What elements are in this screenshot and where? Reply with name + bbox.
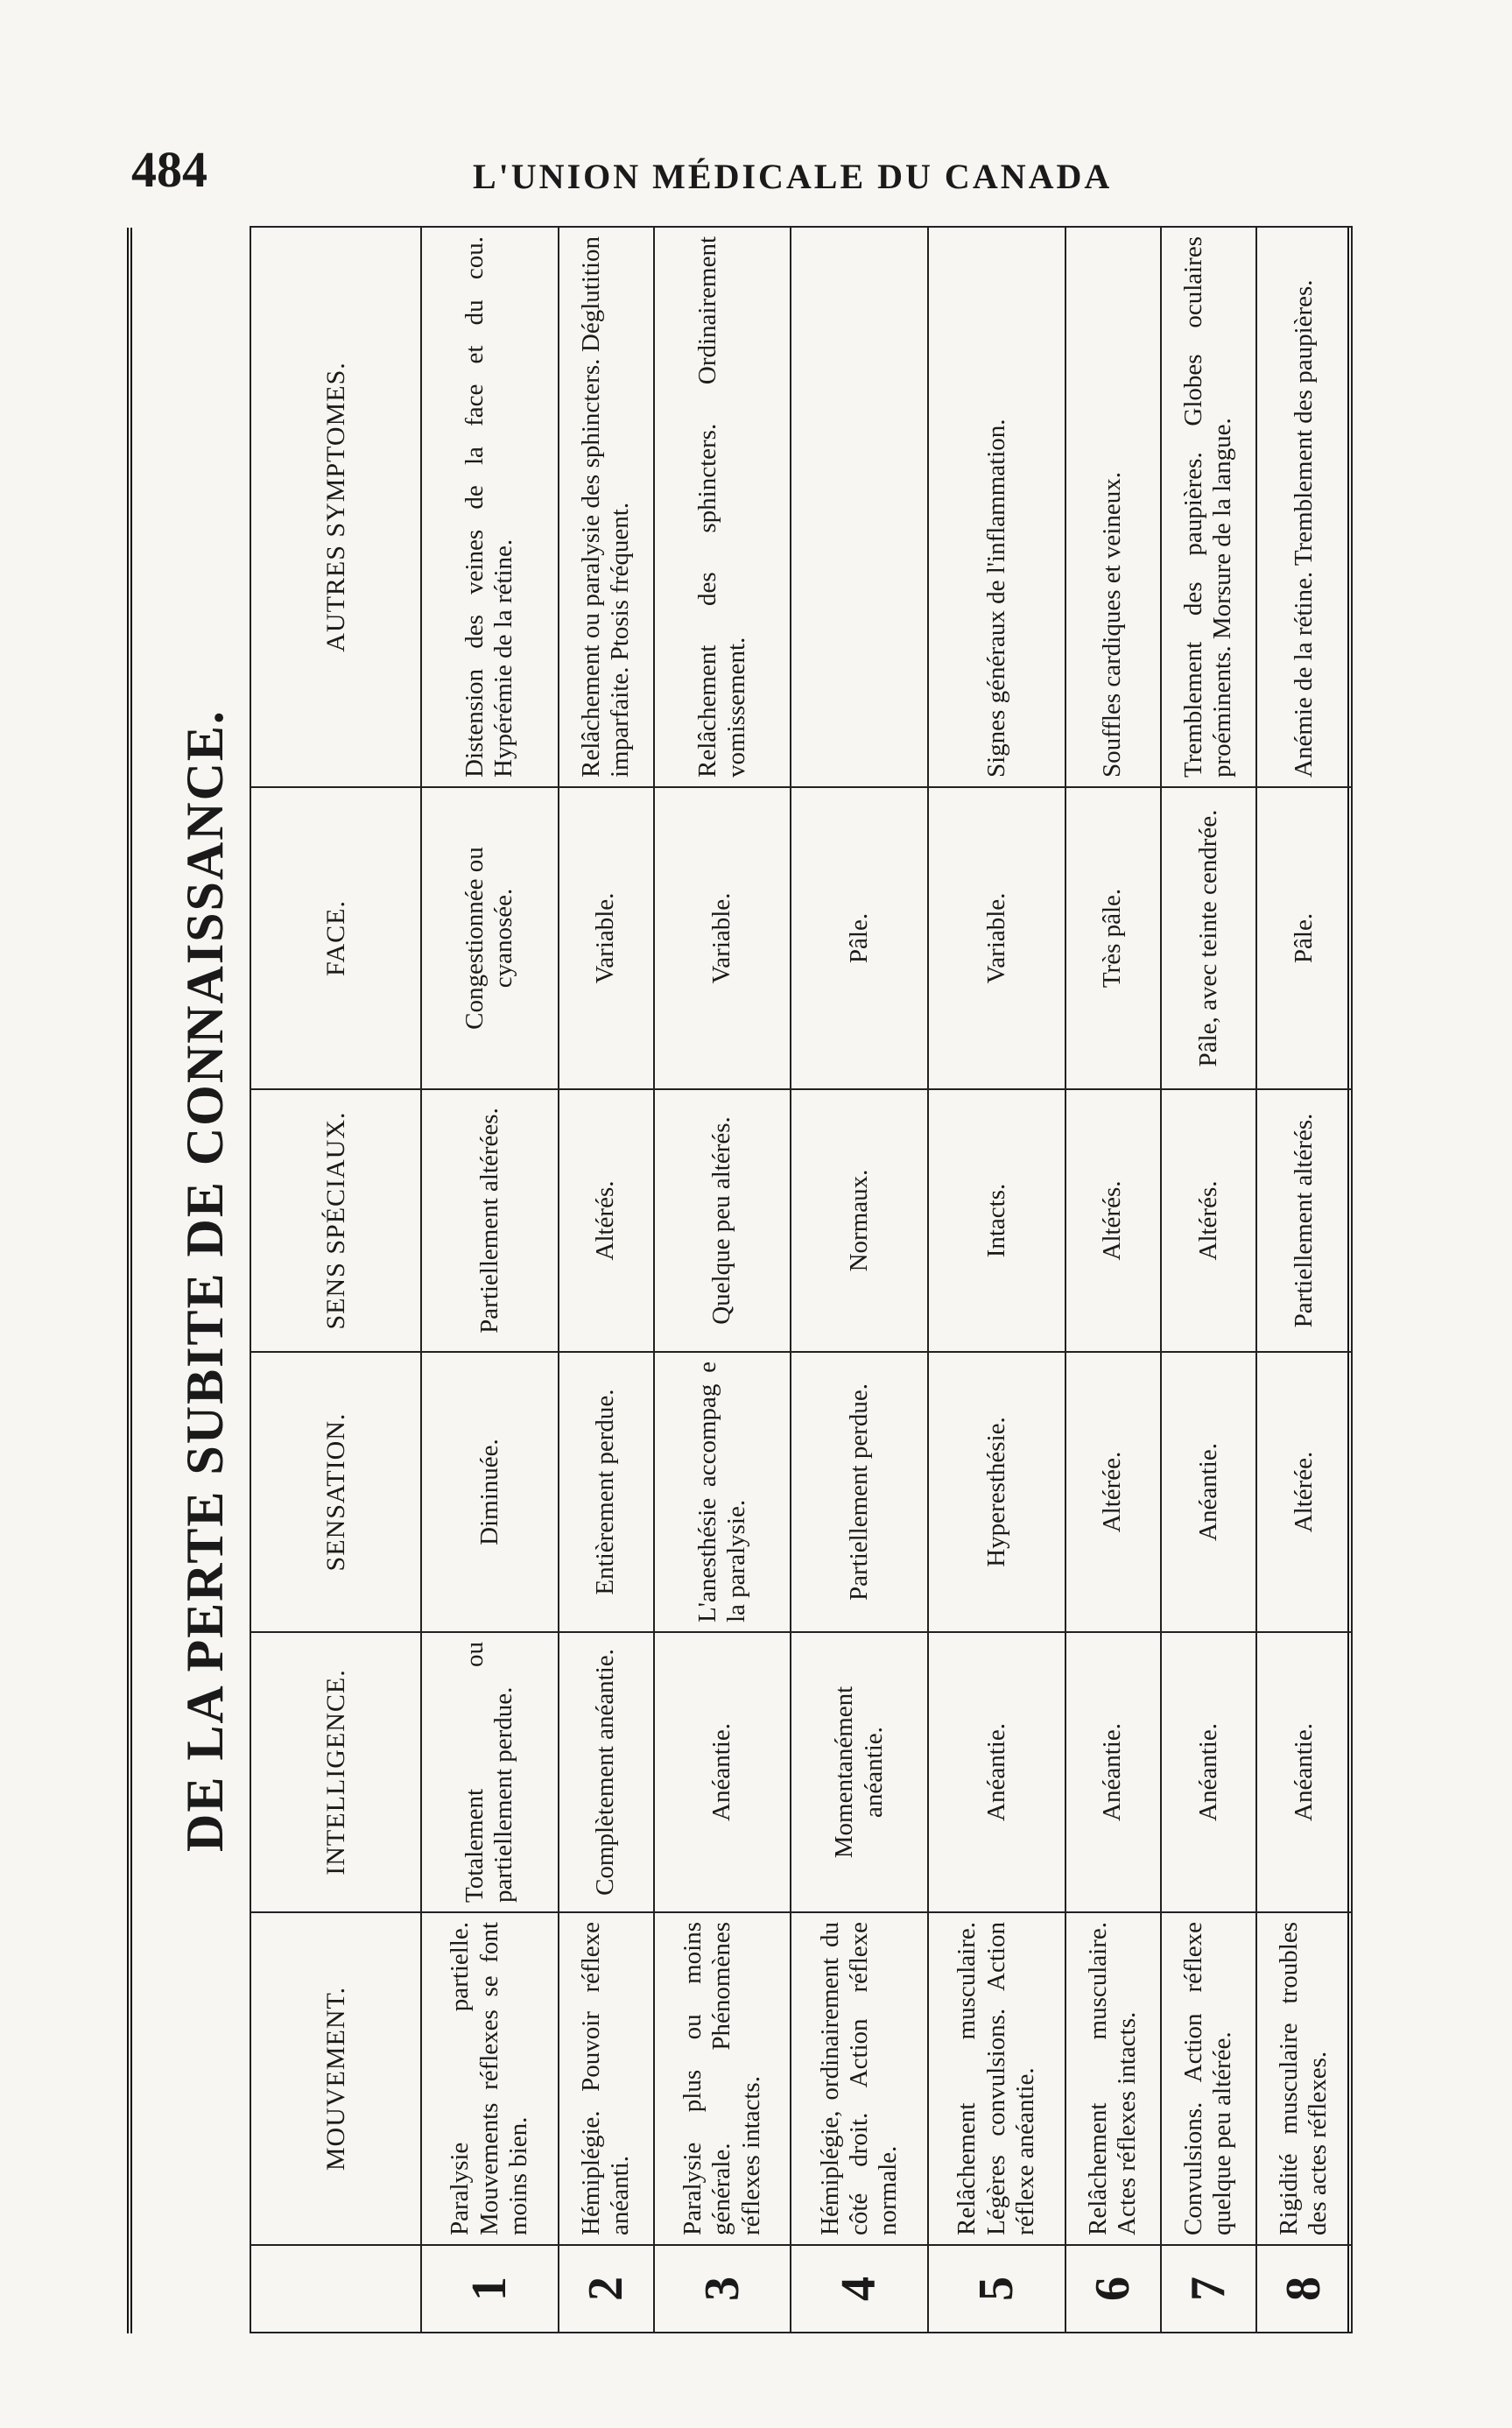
table-row	[559, 227, 654, 2333]
cell-sens-speciaux: Altérés.	[1065, 1089, 1161, 1352]
cell-intelligence: Anéantie.	[654, 1632, 791, 1912]
cell-intelligence: Anéantie.	[1256, 1632, 1352, 1912]
table-row	[928, 227, 1065, 2333]
cell-sensation: Altérée.	[1256, 1352, 1352, 1632]
cell-face: Très pâle.	[1065, 787, 1161, 1089]
journal-title: L'UNION MÉDICALE DU CANADA	[473, 157, 1113, 196]
row-number: 8	[1256, 2245, 1352, 2333]
cell-mouvement: Paralysie plus ou moins générale. Phénomènes réflexes intacts.	[654, 1912, 791, 2245]
cell-face: Pâle.	[791, 787, 928, 1089]
cell-mouvement: Paralysie partielle. Mouvements réflexes se font moins bien.	[421, 1912, 559, 2245]
cell-face: Pâle, avec teinte cendrée.	[1161, 787, 1256, 1089]
cell-intelligence: Anéantie.	[1065, 1632, 1161, 1912]
cell-intelligence: Totalement ou partiellement perdue.	[421, 1632, 559, 1912]
table-row	[1256, 227, 1352, 2333]
rotated-table	[127, 228, 1353, 2333]
row-number: 2	[559, 2245, 654, 2333]
cell-sens-speciaux: Altérés.	[1161, 1089, 1256, 1352]
cell-autres-symptomes: Tremblement des paupières. Globes oculaires proéminents. Morsure de la langue.	[1161, 227, 1256, 787]
cell-autres-symptomes: Anémie de la rétine. Tremblement des paupières.	[1256, 227, 1352, 787]
row-number: 1	[421, 2245, 559, 2333]
header-num	[250, 2245, 421, 2333]
row-number: 5	[928, 2245, 1065, 2333]
table-row	[791, 227, 928, 2333]
cell-autres-symptomes	[791, 227, 928, 787]
cell-mouvement: Hémiplégie. Pouvoir réflexe anéanti.	[559, 1912, 654, 2245]
header-mouvement: MOUVEMENT.	[250, 1912, 421, 2245]
header-autres-symptomes: AUTRES SYMPTOMES.	[250, 227, 421, 787]
cell-sensation: Partiellement perdue.	[791, 1352, 928, 1632]
cell-autres-symptomes: Relâchement des sphincters. Ordinairement vomissement.	[654, 227, 791, 787]
cell-sens-speciaux: Normaux.	[791, 1089, 928, 1352]
cell-sensation: Diminuée.	[421, 1352, 559, 1632]
table-row	[1161, 227, 1256, 2333]
cell-mouvement: Hémiplégie, ordinairement du côté droit. Action réflexe normale.	[791, 1912, 928, 2245]
cell-face: Variable.	[654, 787, 791, 1089]
cell-face: Variable.	[559, 787, 654, 1089]
table-row	[1065, 227, 1161, 2333]
table-header-row	[250, 227, 421, 2333]
cell-mouvement: Relâchement musculaire. Légères convulsions. Action réflexe anéantie.	[928, 1912, 1065, 2245]
cell-sens-speciaux: Intacts.	[928, 1089, 1065, 1352]
cell-face: Pâle.	[1256, 787, 1352, 1089]
cell-intelligence: Anéantie.	[928, 1632, 1065, 1912]
symptom-table	[250, 226, 1353, 2333]
row-number: 3	[654, 2245, 791, 2333]
table-row	[654, 227, 791, 2333]
page-header	[131, 140, 1340, 210]
cell-sensation: Altérée.	[1065, 1352, 1161, 1632]
cell-mouvement: Rigidité musculaire troubles des actes réflexes.	[1256, 1912, 1352, 2245]
cell-mouvement: Relâchement musculaire. Actes réflexes intacts.	[1065, 1912, 1161, 2245]
cell-autres-symptomes: Distension des veines de la face et du cou. Hypérémie de la rétine.	[421, 227, 559, 787]
header-intelligence: INTELLIGENCE.	[250, 1632, 421, 1912]
cell-autres-symptomes: Signes généraux de l'inflammation.	[928, 227, 1065, 787]
cell-sensation: Anéantie.	[1161, 1352, 1256, 1632]
cell-face: Variable.	[928, 787, 1065, 1089]
cell-sens-speciaux: Partiellement altérés.	[1256, 1089, 1352, 1352]
cell-face: Congestionnée ou cyanosée.	[421, 787, 559, 1089]
cell-intelligence: Anéantie.	[1161, 1632, 1256, 1912]
row-number: 6	[1065, 2245, 1161, 2333]
page-number: 484	[131, 141, 207, 198]
cell-sensation: Hyperesthésie.	[928, 1352, 1065, 1632]
cell-mouvement: Convulsions. Action réflexe quelque peu altérée.	[1161, 1912, 1256, 2245]
cell-autres-symptomes: Souffles cardiques et veineux.	[1065, 227, 1161, 787]
cell-sensation: Entièrement perdue.	[559, 1352, 654, 1632]
header-sens-speciaux: SENS SPÉCIAUX.	[250, 1089, 421, 1352]
header-face: FACE.	[250, 787, 421, 1089]
cell-sensation: L'anesthésie accompag e la paralysie.	[654, 1352, 791, 1632]
cell-sens-speciaux: Quelque peu altérés.	[654, 1089, 791, 1352]
header-sensation: SENSATION.	[250, 1352, 421, 1632]
cell-sens-speciaux: Altérés.	[559, 1089, 654, 1352]
table-title: DE LA PERTE SUBITE DE CONNAISSANCE.	[176, 709, 234, 1852]
row-number: 4	[791, 2245, 928, 2333]
cell-sens-speciaux: Partiellement altérées.	[421, 1089, 559, 1352]
cell-intelligence: Momentanément anéantie.	[791, 1632, 928, 1912]
cell-autres-symptomes: Relâchement ou paralysie des sphincters. Déglutition imparfaite. Ptosis fréquent.	[559, 227, 654, 787]
cell-intelligence: Complètement anéantie.	[559, 1632, 654, 1912]
row-number: 7	[1161, 2245, 1256, 2333]
table-row	[421, 227, 559, 2333]
